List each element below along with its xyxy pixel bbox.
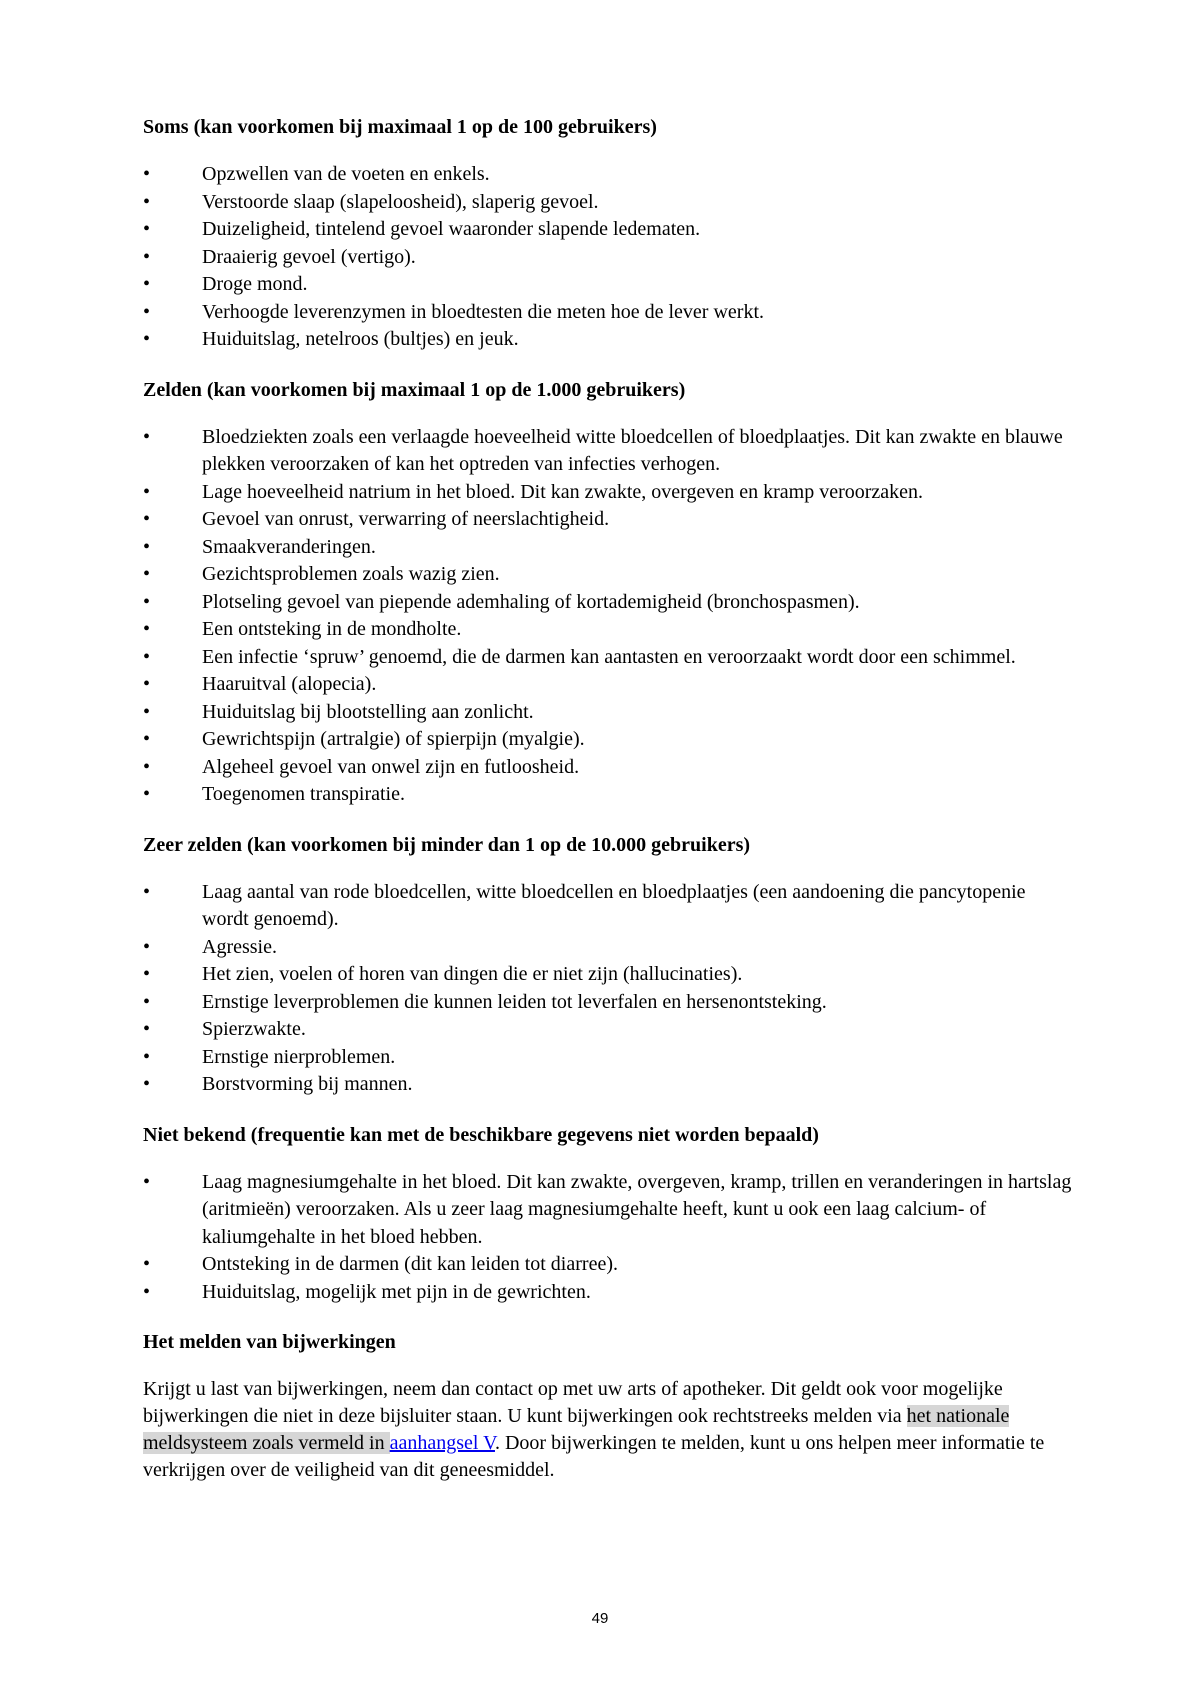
list-item: • Borstvorming bij mannen.	[143, 1071, 1073, 1099]
reporting-text: Krijgt u last van bijwerkingen, neem dan contact op met uw arts of apotheker. Dit geldt ook voor mogelijke bijwerkingen die niet in deze bijsluiter staan. U kunt bijwerkingen ook rechtstreeks melden via	[143, 1378, 1003, 1427]
bullet-icon: •	[143, 590, 151, 613]
highlighted-text: het nationale meldsysteem zoals vermeld in	[143, 1405, 1010, 1454]
bullet-icon: •	[143, 1018, 151, 1040]
list-item: • Het zien, voelen of horen van dingen die er niet zijn (hallucinaties).	[143, 961, 1073, 989]
list-item: • Gewrichtspijn (artralgie) of spierpijn (myalgie).	[143, 726, 1073, 754]
bullet-icon: •	[143, 245, 151, 268]
list-item: • Gezichtsproblemen zoals wazig zien.	[143, 561, 1073, 589]
list-item: • Lage hoeveelheid natrium in het bloed. Dit kan zwakte, overgeven en kramp veroorzaken.	[143, 479, 1073, 507]
list-item: • Ernstige leverproblemen die kunnen leiden tot leverfalen en hersenontsteking.	[143, 989, 1073, 1017]
list-item: • Plotseling gevoel van piepende ademhaling of kortademigheid (bronchospasmen).	[143, 589, 1073, 617]
list-item: • Draaierig gevoel (vertigo).	[143, 244, 1073, 272]
list-item: • Haaruitval (alopecia).	[143, 671, 1073, 699]
bullet-icon: •	[143, 990, 151, 1013]
reporting-paragraph	[143, 1376, 1073, 1484]
list-item: • Bloedziekten zoals een verlaagde hoeveelheid witte bloedcellen of bloedplaatjes. Dit kan zwakte en blauwe plekken veroorzaken of kan het optreden van infecties verhogen.	[143, 425, 1063, 475]
bullet-icon: •	[143, 1170, 151, 1193]
list-zeer-zelden	[143, 879, 1073, 1099]
bullet-icon: •	[143, 935, 151, 958]
bullet-icon: •	[143, 480, 151, 503]
list-item: • Spierzwakte.	[143, 1016, 1073, 1044]
bullet-icon: •	[143, 1280, 151, 1303]
list-item: • Huiduitslag bij blootstelling aan zonlicht.	[143, 699, 1073, 727]
bullet-icon: •	[143, 755, 151, 778]
page-number: 49	[591, 1610, 609, 1627]
section-heading-zelden: Zelden (kan voorkomen bij maximaal 1 op de 1.000 gebruikers)	[143, 378, 686, 401]
document-page	[143, 113, 1073, 1484]
bullet-icon: •	[143, 190, 151, 213]
list-item: • Smaakveranderingen.	[143, 534, 1073, 562]
list-soms	[143, 161, 1073, 354]
bullet-icon: •	[143, 880, 151, 903]
list-item: • Laag magnesiumgehalte in het bloed. Dit kan zwakte, overgeven, kramp, trillen en veranderingen in hartslag (aritmieën) veroorzaken. Als u zeer laag magnesiumgehalte heeft, kunt u ook een laag calcium- of kaliumgehalte in het bloed hebben.	[143, 1170, 1072, 1248]
list-item: • Huiduitslag, netelroos (bultjes) en jeuk.	[143, 326, 1073, 354]
list-item: • Duizeligheid, tintelend gevoel waaronder slapende ledematen.	[143, 216, 1073, 244]
list-item: • Een infectie ‘spruw’ genoemd, die de darmen kan aantasten en veroorzaakt wordt door een schimmel.	[143, 644, 1073, 672]
list-item: • Laag aantal van rode bloedcellen, witte bloedcellen en bloedplaatjes (een aandoening die pancytopenie wordt genoemd).	[143, 880, 1026, 930]
section-heading-melden: Het melden van bijwerkingen	[143, 1331, 396, 1353]
list-item: • Ernstige nierproblemen.	[143, 1044, 1073, 1072]
bullet-icon: •	[143, 508, 151, 530]
list-item: • Toegenomen transpiratie.	[143, 781, 1073, 809]
list-item: • Verhoogde leverenzymen in bloedtesten die meten hoe de lever werkt.	[143, 299, 1073, 327]
list-item: • Algeheel gevoel van onwel zijn en futloosheid.	[143, 754, 1073, 782]
section-heading-zeer-zelden: Zeer zelden (kan voorkomen bij minder dan 1 op de 10.000 gebruikers)	[143, 833, 751, 856]
bullet-icon: •	[143, 700, 151, 723]
list-item: • Huiduitslag, mogelijk met pijn in de gewrichten.	[143, 1279, 1073, 1307]
bullet-icon: •	[143, 563, 151, 585]
list-item: • Droge mond.	[143, 271, 1073, 299]
list-item: • Een ontsteking in de mondholte.	[143, 616, 1073, 644]
bullet-icon: •	[143, 273, 151, 295]
bullet-icon: •	[143, 618, 151, 640]
list-item: • Agressie.	[143, 934, 1073, 962]
bullet-icon: •	[143, 1045, 151, 1068]
section-heading-soms: Soms (kan voorkomen bij maximaal 1 op de 100 gebruikers)	[143, 116, 657, 138]
bullet-icon: •	[143, 535, 151, 558]
bullet-icon: •	[143, 328, 151, 350]
section-heading-niet-bekend: Niet bekend (frequentie kan met de beschikbare gegevens niet worden bepaald)	[143, 1123, 819, 1146]
list-item: • Gevoel van onrust, verwarring of neerslachtigheid.	[143, 506, 1073, 534]
bullet-icon: •	[143, 425, 151, 448]
bullet-icon: •	[143, 673, 151, 695]
list-item: • Verstoorde slaap (slapeloosheid), slaperig gevoel.	[143, 189, 1073, 217]
bullet-icon: •	[143, 783, 151, 805]
bullet-icon: •	[143, 1253, 151, 1275]
bullet-icon: •	[143, 645, 151, 668]
bullet-icon: •	[143, 163, 151, 185]
bullet-icon: •	[143, 728, 151, 750]
reporting-text-end: . Door bijwerkingen te melden, kunt u ons helpen meer informatie te verkrijgen over de veiligheid van dit geneesmiddel.	[143, 1432, 1045, 1481]
appendix-v-link[interactable]: aanhangsel V	[389, 1432, 495, 1454]
bullet-icon: •	[143, 1073, 151, 1095]
bullet-icon: •	[143, 963, 151, 985]
list-item: • Ontsteking in de darmen (dit kan leiden tot diarree).	[143, 1251, 1073, 1279]
list-niet-bekend	[143, 1169, 1073, 1307]
list-zelden	[143, 424, 1073, 809]
bullet-icon: •	[143, 218, 151, 240]
bullet-icon: •	[143, 300, 151, 323]
list-item: • Opzwellen van de voeten en enkels.	[143, 161, 1073, 189]
